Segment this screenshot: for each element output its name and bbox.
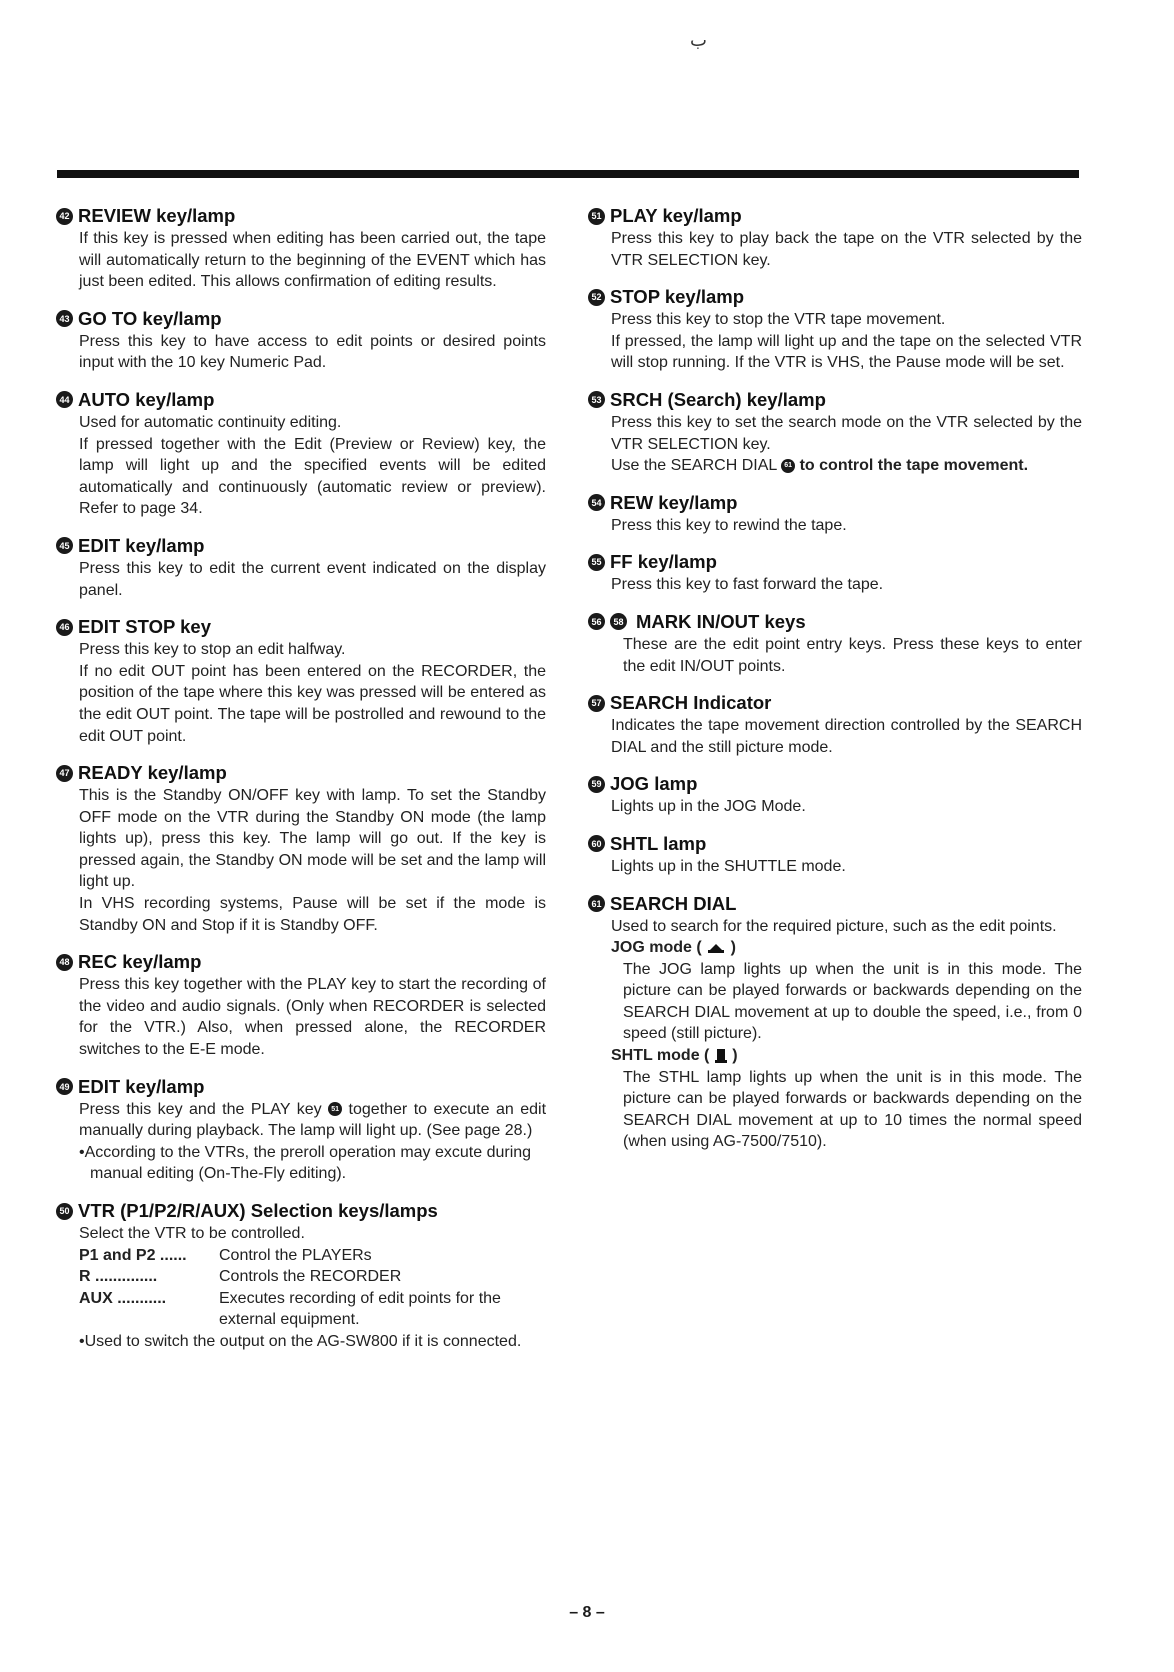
section-text: If pressed together with the Edit (Preview or Review) key, the lamp will light up and the specified events will be edited automatically and continuously (automatic review or preview). Refer to page 34. xyxy=(79,435,546,518)
item-number-badge: 58 xyxy=(610,613,627,630)
item-number-badge: 53 xyxy=(588,391,605,408)
section-shtl-lamp xyxy=(588,832,1082,878)
definition-term: AUX ........... xyxy=(79,1289,167,1307)
section-text: Press this key to rewind the tape. xyxy=(611,516,847,534)
reference-number-badge: 61 xyxy=(781,459,795,473)
section-jog-lamp xyxy=(588,772,1082,818)
item-number-badge: 61 xyxy=(588,895,605,912)
section-edit-manual xyxy=(56,1075,546,1185)
section-ff xyxy=(588,550,1082,596)
item-number-badge: 44 xyxy=(56,391,73,408)
jog-mode-icon xyxy=(706,941,726,955)
section-text: Indicates the tape movement direction controlled by the SEARCH DIAL and the still picture mode. xyxy=(611,717,1082,756)
section-title: REW key/lamp xyxy=(610,491,738,513)
item-number-badge: 60 xyxy=(588,835,605,852)
shtl-mode-heading: SHTL mode ( ) xyxy=(611,1047,738,1065)
item-number-badge: 55 xyxy=(588,554,605,571)
item-number-badge: 49 xyxy=(56,1078,73,1095)
item-number-badge: 42 xyxy=(56,208,73,225)
section-rew xyxy=(588,491,1082,537)
header-rule xyxy=(57,170,1079,178)
section-text: Lights up in the SHUTTLE mode. xyxy=(611,857,846,875)
section-title: SRCH (Search) key/lamp xyxy=(610,388,826,410)
section-title: STOP key/lamp xyxy=(610,286,745,308)
right-column xyxy=(588,204,1082,1167)
item-number-badge: 46 xyxy=(56,619,73,636)
section-srch xyxy=(588,388,1082,477)
definition-text: Control the PLAYERs xyxy=(219,1246,372,1264)
item-number-badge: 57 xyxy=(588,695,605,712)
section-text: Press this key to have access to edit points or desired points input with the 10 key Numeric Pad. xyxy=(79,332,546,372)
item-number-badge: 52 xyxy=(588,289,605,306)
left-column xyxy=(56,204,546,1367)
section-text: Press this key to set the search mode on the VTR selected by the VTR SELECTION key. xyxy=(611,413,1082,453)
section-text: These are the edit point entry keys. Press these keys to enter the edit IN/OUT points. xyxy=(623,635,1082,675)
section-vtr-selection xyxy=(56,1199,546,1353)
item-number-badge: 47 xyxy=(56,765,73,782)
section-rec xyxy=(56,950,546,1060)
page-number: – 8 – xyxy=(569,1604,605,1621)
section-title: SEARCH Indicator xyxy=(610,692,772,714)
section-auto xyxy=(56,388,546,520)
section-title: VTR (P1/P2/R/AUX) Selection keys/lamps xyxy=(78,1200,438,1221)
section-title: SEARCH DIAL xyxy=(610,892,737,914)
item-number-badge: 43 xyxy=(56,310,73,327)
item-number-badge: 56 xyxy=(588,613,605,630)
section-text: Use the SEARCH DIAL 61 to control the tape movement. xyxy=(611,457,1029,475)
jog-mode-heading: JOG mode ( ) xyxy=(611,939,736,957)
section-title: FF key/lamp xyxy=(610,551,717,573)
definition-term: P1 and P2 ...... xyxy=(79,1246,187,1264)
section-title: REVIEW key/lamp xyxy=(78,205,236,226)
section-stop xyxy=(588,285,1082,374)
section-text: This is the Standby ON/OFF key with lamp. To set the Standby OFF mode on the VTR during the Standby ON mode (the lamp lights up), press this key. The lamp will go out. If the key is pressed again, the Standby ON mode will be set and the lamp will light up. xyxy=(79,787,546,891)
section-goto xyxy=(56,307,546,374)
definition-text: Executes recording of edit points for the external equipment. xyxy=(219,1289,501,1329)
section-review xyxy=(56,204,546,293)
section-text: Press this key to play back the tape on the VTR selected by the VTR SELECTION key. xyxy=(611,230,1082,269)
bullet-note: •According to the VTRs, the preroll operation may excute during manual editing (On-The-Fly editing). xyxy=(79,1143,532,1183)
section-title: SHTL lamp xyxy=(610,832,707,854)
shtl-mode-text: The STHL lamp lights up when the unit is in this mode. The picture can be played forwards or backwards depending on the SEARCH DIAL movement at up to 10 times the normal speed (when using AG-7500/7510). xyxy=(623,1068,1082,1151)
section-text: If no edit OUT point has been entered on the RECORDER, the position of the tape where this key was pressed will be entered as the edit OUT point. The tape will be postrolled and rewound to the edit OUT point. xyxy=(79,662,546,745)
section-text: Press this key to stop an edit halfway. xyxy=(79,641,346,659)
section-title: READY key/lamp xyxy=(78,762,227,784)
section-text: Press this key to fast forward the tape. xyxy=(611,576,884,594)
bullet-note: •Used to switch the output on the AG-SW800 if it is connected. xyxy=(79,1332,522,1350)
section-edit-stop xyxy=(56,615,546,747)
section-text: Used for automatic continuity editing. xyxy=(79,413,342,431)
jog-mode-text: The JOG lamp lights up when the unit is in this mode. The picture can be played forwards or backwards depending on the SEARCH DIAL movement at up to double the speed, i.e., from 0 speed (still picture). xyxy=(623,960,1082,1043)
definition-row xyxy=(79,1266,546,1288)
section-text: Used to search for the required picture, such as the edit points. xyxy=(611,917,1057,935)
section-title: EDIT STOP key xyxy=(78,616,211,638)
item-number-badge: 54 xyxy=(588,494,605,511)
section-play xyxy=(588,204,1082,271)
item-number-badge: 50 xyxy=(56,1203,73,1220)
section-title: AUTO key/lamp xyxy=(78,388,215,410)
section-search-dial xyxy=(588,892,1082,1154)
top-mark: ب xyxy=(690,30,707,50)
section-title: GO TO key/lamp xyxy=(78,307,222,329)
item-number-badge: 59 xyxy=(588,776,605,793)
item-number-badge: 51 xyxy=(588,208,605,225)
definition-row xyxy=(79,1288,546,1331)
section-edit xyxy=(56,534,546,601)
section-text: If this key is pressed when editing has been carried out, the tape will automatically return to the beginning of the EVENT which has just been edited. This allows confirmation of editing results. xyxy=(79,230,546,291)
item-number-badge: 48 xyxy=(56,954,73,971)
section-text: Press this key to edit the current event indicated on the display panel. xyxy=(79,559,546,599)
section-title: EDIT key/lamp xyxy=(78,534,205,556)
section-title: REC key/lamp xyxy=(78,951,202,973)
section-title: PLAY key/lamp xyxy=(610,205,742,226)
section-text: Lights up in the JOG Mode. xyxy=(611,798,806,816)
definition-row xyxy=(79,1245,546,1267)
section-text: Press this key and the PLAY key 51 together to execute an edit manually during playback. The lamp will light up. (See page 28.) xyxy=(79,1100,547,1140)
reference-number-badge: 51 xyxy=(328,1102,342,1116)
section-search-indicator xyxy=(588,691,1082,758)
section-title: EDIT key/lamp xyxy=(78,1075,205,1097)
section-title: JOG lamp xyxy=(610,773,698,795)
section-text: Select the VTR to be controlled. xyxy=(79,1225,305,1242)
definition-term: R .............. xyxy=(79,1268,158,1286)
section-title: MARK IN/OUT keys xyxy=(636,610,806,632)
section-text: Press this key together with the PLAY key to start the recording of the video and audio signals. (Only when RECORDER is selected for the VTR.) Also, when pressed alone, the RECORDER switches to the E-E mode. xyxy=(79,976,546,1059)
section-text: Press this key to stop the VTR tape movement. xyxy=(611,311,946,329)
section-text: If pressed, the lamp will light up and the tape on the selected VTR will stop running. If the VTR is VHS, the Pause mode will be set. xyxy=(611,332,1082,372)
shtl-mode-icon xyxy=(714,1048,728,1064)
section-ready xyxy=(56,761,546,936)
section-text: In VHS recording systems, Pause will be set if the mode is Standby ON and Stop if it is Standby OFF. xyxy=(79,895,546,934)
section-mark-in-out xyxy=(588,610,1082,677)
item-number-badge: 45 xyxy=(56,537,73,554)
definition-text: Controls the RECORDER xyxy=(219,1268,402,1286)
